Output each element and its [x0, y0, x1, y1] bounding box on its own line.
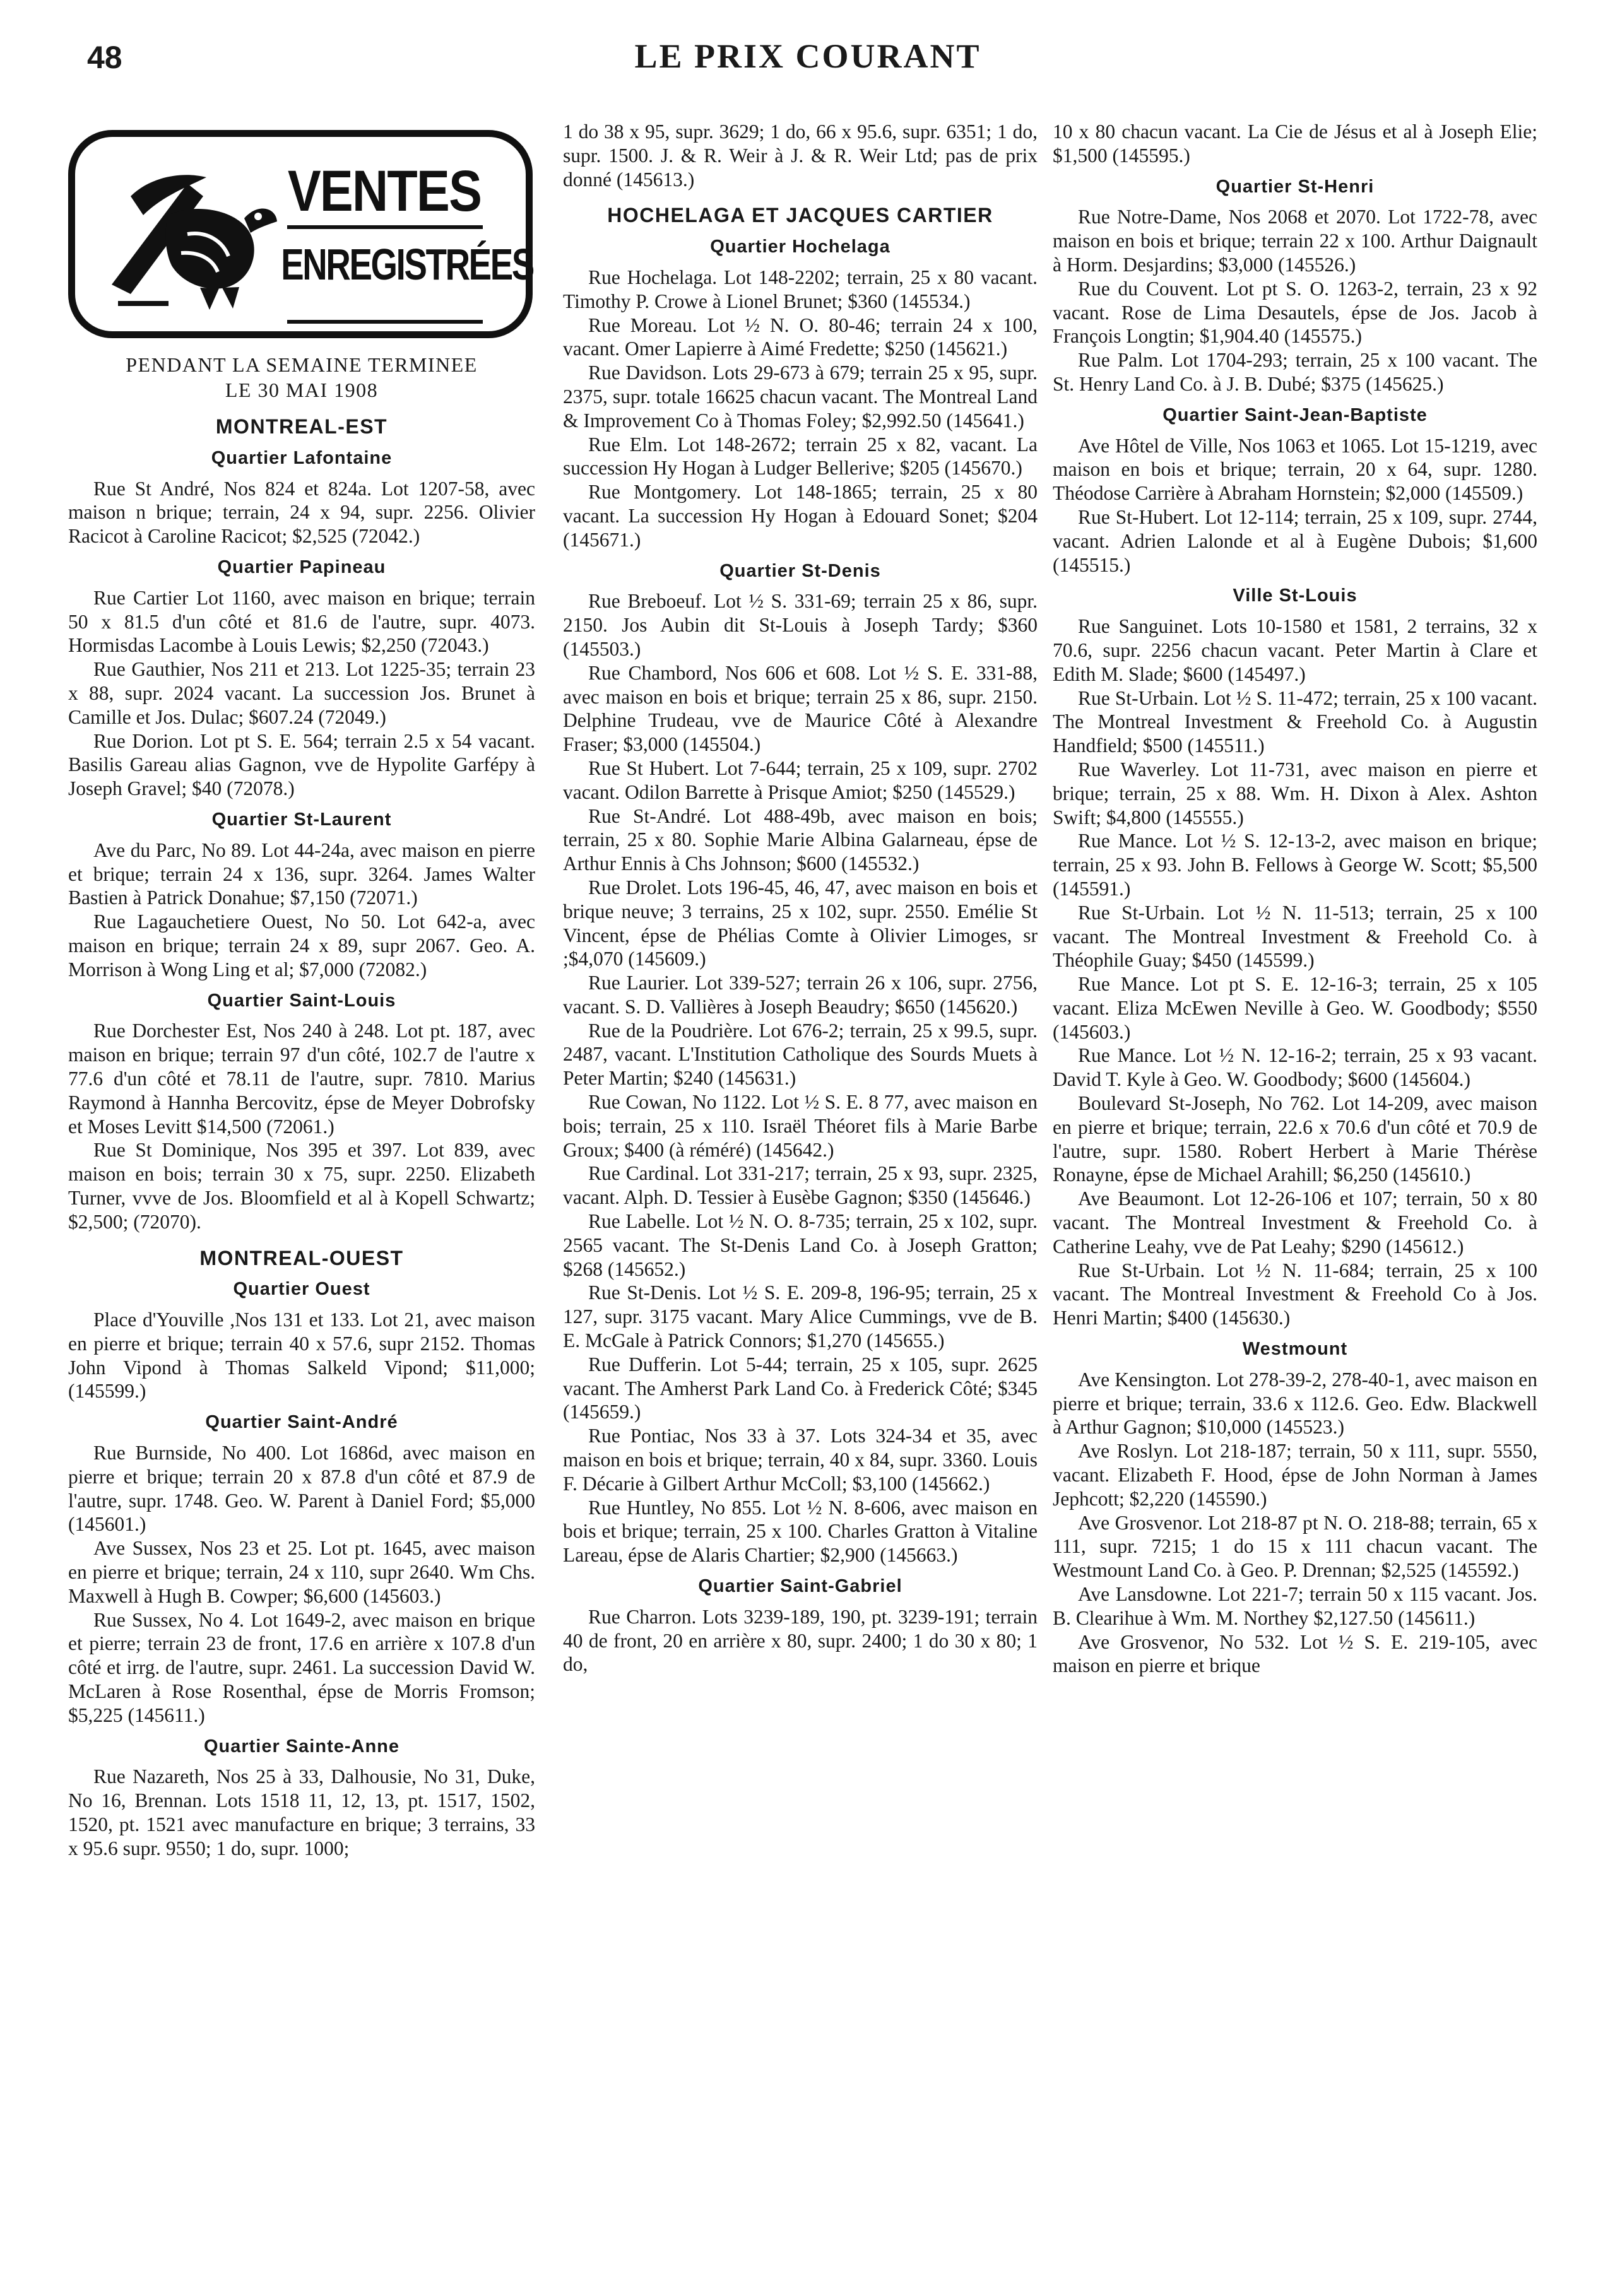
- column-2: [563, 120, 1038, 1676]
- ventes-enregistrees-logo: [68, 130, 533, 338]
- sale-entry: Rue Mance. Lot ½ S. 12-13-2, avec maison en brique; terrain, 25 x 93. John B. Fellows à George W. Scott; $5,500 (145591.): [1053, 830, 1537, 900]
- district-heading: HOCHELAGA ET JACQUES CARTIER: [607, 204, 993, 227]
- sale-entry: Rue Dorion. Lot pt S. E. 564; terrain 2.5 x 54 vacant. Basilis Gareau alias Gagnon, vve de Hypolite Garfépy à Joseph Gravel; $40 (72078.): [68, 729, 535, 800]
- sale-entry: Rue St-André. Lot 488-49b, avec maison en bois; terrain, 25 x 80. Sophie Marie Albina Galarneau, épse de Arthur Ennis à Chs Johnson; $600 (145532.): [563, 804, 1038, 875]
- sale-entry: Rue St André, Nos 824 et 824a. Lot 1207-58, avec maison n brique; terrain, 24 x 94, supr. 2256. Olivier Racicot à Caroline Racicot; $2,525 (72042.): [68, 477, 535, 548]
- logo-rule-bottom: [287, 320, 483, 324]
- quarter-heading: Quartier Saint-Jean-Baptiste: [1162, 404, 1428, 425]
- sale-entry: Ave Grosvenor. Lot 218-87 pt N. O. 218-88; terrain, 65 x 111, supr. 7215; 1 do 15 x 111 chacun vacant. The Westmount Land Co. à Geo. P. Drennan; $2,525 (145592.): [1053, 1511, 1537, 1582]
- sale-entry: Rue Burnside, No 400. Lot 1686d, avec maison en pierre et brique; terrain 20 x 87.8 d'un côté et 87.9 de l'autre, supr. 1748. Geo. W. Parent à Daniel Ford; $5,000 (145601.): [68, 1442, 535, 1536]
- sale-entry: Ave Sussex, Nos 23 et 25. Lot pt. 1645, avec maison en pierre et brique; terrain, 24 x 110, supr 2640. Wm Chs. Maxwell à Hugh B. Cowper; $6,600 (145603.): [68, 1537, 535, 1607]
- quarter-heading: Quartier St-Denis: [719, 560, 881, 581]
- sale-entry: Rue Sanguinet. Lots 10-1580 et 1581, 2 terrains, 32 x 70.6, supr. 2256 chacun vacant. Peter Martin à Clare et Edith M. Slade; $600 (145497.): [1053, 615, 1537, 685]
- sale-entry: Rue Sussex, No 4. Lot 1649-2, avec maison en brique et pierre; terrain 23 de front, 17.6 en arrière x 107.8 d'un côté et irrg. de l'autre, supr. 2461. La succession David W. McLaren à Rose Rosenthal, épse de Morris Fromson; $5,225 (145611.): [68, 1608, 535, 1726]
- sale-entry: Rue Chambord, Nos 606 et 608. Lot ½ S. E. 331-88, avec maison en bois et brique; terrain 25 x 86, supr. 2150. Delphine Trudeau, vve de Maurice Côté à Alexandre Fraser; $3,000 (145504.): [563, 661, 1038, 756]
- quarter-heading: Westmount: [1242, 1339, 1348, 1360]
- sale-entry: Ave Lansdowne. Lot 221-7; terrain 50 x 115 vacant. Jos. B. Clearihue à Wm. M. Northey $2,127.50 (145611.): [1053, 1583, 1537, 1629]
- sale-entry: Rue Gauthier, Nos 211 et 213. Lot 1225-35; terrain 23 x 88, supr. 2024 vacant. La succession Jos. Brunet à Camille et Jos. Dulac; $607.24 (72049.): [68, 658, 535, 728]
- quarter-heading: Quartier Ouest: [233, 1279, 370, 1300]
- quarter-heading: Quartier Papineau: [217, 556, 386, 577]
- column-3: [1053, 120, 1537, 1678]
- sale-entry: Rue Laurier. Lot 339-527; terrain 26 x 106, supr. 2756, vacant. S. D. Vallières à Joseph Beaudry; $650 (145620.): [563, 972, 1038, 1018]
- sale-entry: Ave Beaumont. Lot 12-26-106 et 107; terrain, 50 x 80 vacant. The Montreal Investment & Freehold Co. à Catherine Leahy, vve de Pat Leahy; $290 (145612.): [1053, 1187, 1537, 1257]
- sale-entry: Rue de la Poudrière. Lot 676-2; terrain, 25 x 99.5, supr. 2487, vacant. L'Institution Catholique des Sourds Muets à Peter Martin; $240 (145631.): [563, 1019, 1038, 1090]
- sale-entry: Rue Davidson. Lots 29-673 à 679; terrain 25 x 95, supr. 2375, supr. totale 16625 chacun vacant. The Montreal Land & Improvement Co à Thomas Foley; $2,992.50 (145641.): [563, 362, 1038, 432]
- sale-entry: Rue Huntley, No 855. Lot ½ N. 8-606, avec maison en bois et brique; terrain, 25 x 100. Charles Gratton à Vitaline Lareau, épse de Alaris Chartier; $2,900 (145663.): [563, 1496, 1038, 1567]
- sale-entry: Rue Elm. Lot 148-2672; terrain 25 x 82, vacant. La succession Hy Hogan à Ludger Bellerive; $205 (145670.): [563, 433, 1038, 480]
- sale-entry: Rue Charron. Lots 3239-189, 190, pt. 3239-191; terrain 40 de front, 20 en arrière x 80, supr. 2400; 1 do 30 x 80; 1 do,: [563, 1605, 1038, 1676]
- sale-entry: Rue Cardinal. Lot 331-217; terrain, 25 x 93, supr. 2325, vacant. Alph. D. Tessier à Eusèbe Gagnon; $350 (145646.): [563, 1162, 1038, 1209]
- sale-entry: Ave Roslyn. Lot 218-187; terrain, 50 x 111, supr. 5550, vacant. Elizabeth F. Hood, épse de John Norman à James Jephcott; $2,220 (145590.): [1053, 1440, 1537, 1510]
- sale-entry: Rue Montgomery. Lot 148-1865; terrain, 25 x 80 vacant. La succession Hy Hogan à Edouard Sonet; $204 (145671.): [563, 481, 1038, 551]
- sale-entry: Rue St-Denis. Lot ½ S. E. 209-8, 196-95; terrain, 25 x 127, supr. 3175 vacant. Mary Alice Cummings, vve de B. E. McGale à Patrick Connors; $1,270 (145655.): [563, 1281, 1038, 1352]
- sale-entry: Rue Waverley. Lot 11-731, avec maison en pierre et brique; terrain, 25 x 88. Wm. H. Dixon à Alex. Ashton Swift; $4,800 (145555.): [1053, 758, 1537, 828]
- sale-entry: Ave Grosvenor, No 532. Lot ½ S. E. 219-105, avec maison en pierre et brique: [1053, 1630, 1537, 1677]
- sale-entry: Rue Hochelaga. Lot 148-2202; terrain, 25 x 80 vacant. Timothy P. Crowe à Lionel Brunet; $360 (145534.): [563, 266, 1038, 312]
- quarter-heading: Quartier St-Henri: [1216, 176, 1375, 197]
- column-2-entries: [563, 120, 1038, 1676]
- quarter-heading: Quartier Saint-Gabriel: [698, 1576, 902, 1597]
- sale-entry: Rue Pontiac, Nos 33 à 37. Lots 324-34 et 35, avec maison en bois et brique; terrain, 40 x 84, supr. 3360. Louis F. Décarie à Gilbert Arthur McColl; $3,100 (145662.): [563, 1425, 1038, 1495]
- week-line-2: LE 30 MAI 1908: [225, 379, 379, 401]
- district-heading: MONTREAL-EST: [215, 415, 388, 438]
- sale-entry: Rue Mance. Lot pt S. E. 12-16-3; terrain, 25 x 105 vacant. Eliza McEwen Neville à Geo. W. Goodbody; $550 (145603.): [1053, 973, 1537, 1043]
- sale-entry: Rue St Dominique, Nos 395 et 397. Lot 839, avec maison en bois; terrain 30 x 75, supr. 2250. Elizabeth Turner, vvve de Jos. Bloomfield et al à Kopell Schwartz; $2,500; (72070).: [68, 1139, 535, 1233]
- quarter-heading: Quartier St-Laurent: [211, 809, 392, 830]
- quarter-heading: Quartier Sainte-Anne: [203, 1736, 400, 1757]
- sale-entry: Rue St Hubert. Lot 7-644; terrain, 25 x 109, supr. 2702 vacant. Odilon Barrette à Prisque Amiot; $250 (145529.): [563, 757, 1038, 803]
- sale-entry: Rue Palm. Lot 1704-293; terrain, 25 x 100 vacant. The St. Henry Land Co. à J. B. Dubé; $375 (145625.): [1053, 349, 1537, 395]
- running-head: LE PRIX COURANT: [634, 37, 981, 75]
- page-number: 48: [87, 40, 122, 75]
- sale-entry: Rue Breboeuf. Lot ½ S. 331-69; terrain 25 x 86, supr. 2150. Jos Aubin dit St-Louis à Joseph Tardy; $360 (145503.): [563, 590, 1038, 660]
- sale-entry: Rue Drolet. Lots 196-45, 46, 47, avec maison en bois et brique neuve; 3 terrains, 25 x 102, supr. 2550. Emélie St Vincent, épse de Phélias Comte à Olivier Limoges, sr ;$4,070 (145609.): [563, 876, 1038, 970]
- logo-rule-top: [287, 225, 483, 229]
- sale-entry: Boulevard St-Joseph, No 762. Lot 14-209, avec maison en pierre et brique; terrain, 22.6 x 70.6 d'un côté et 70.9 de l'autre, supr. 1580. Robert Herbert à Marie Thérèse Ronayne, épse de Michael Arahill; $6,250 (145610.): [1053, 1092, 1537, 1186]
- sale-entry: Rue Nazareth, Nos 25 à 33, Dalhousie, No 31, Duke, No 16, Brennan. Lots 1518 11, 12, 13, pt. 1517, 1502, 1520, pt. 1521 avec manufacture en brique; 3 terrains, 33 x 95.6 supr. 9550; 1 do, supr. 1000;: [68, 1765, 535, 1859]
- column-1: [68, 120, 535, 1861]
- sale-entry: Rue St-Urbain. Lot ½ S. 11-472; terrain, 25 x 100 vacant. The Montreal Investment & Freehold Co. à Augustin Handfield; $500 (145511.): [1053, 686, 1537, 757]
- sale-entry: Ave Hôtel de Ville, Nos 1063 et 1065. Lot 15-1219, avec maison en bois et brique; terrain, 20 x 64, supr. 1280. Théodose Carrière à Abraham Hornstein; $2,000 (145509.): [1053, 434, 1537, 505]
- sale-entry: Rue Dufferin. Lot 5-44; terrain, 25 x 105, supr. 2625 vacant. The Amherst Park Land Co. à Frederick Côté; $345 (145659.): [563, 1353, 1038, 1423]
- sale-entry: Rue Notre-Dame, Nos 2068 et 2070. Lot 1722-78, avec maison en bois et brique; terrain 22 x 100. Arthur Daignault à Horm. Desjardins; $3,000 (145526.): [1053, 206, 1537, 276]
- quarter-heading: Quartier Saint-André: [205, 1412, 398, 1433]
- sale-entry-continued: 1 do 38 x 95, supr. 3629; 1 do, 66 x 95.6, supr. 6351; 1 do, supr. 1500. J. & R. Weir à J. & R. Weir Ltd; pas de prix donné (145613.): [563, 121, 1038, 191]
- logo-line-ventes: VENTES: [287, 159, 482, 223]
- district-heading: MONTREAL-OUEST: [199, 1246, 404, 1269]
- sale-entry: Rue Moreau. Lot ½ N. O. 80-46; terrain 24 x 100, vacant. Omer Lapierre à Aimé Fredette; $250 (145621.): [563, 314, 1038, 360]
- sale-entry: Rue Lagauchetiere Ouest, No 50. Lot 642-a, avec maison en brique; terrain 24 x 89, supr 2067. Geo. A. Morrison à Wong Ling et al; $7,000 (72082.): [68, 910, 535, 980]
- quarter-heading: Quartier Hochelaga: [710, 237, 890, 257]
- quarter-heading: Quartier Lafontaine: [211, 447, 393, 468]
- sale-entry: Ave du Parc, No 89. Lot 44-24a, avec maison en pierre et brique; terrain 24 x 136, supr. 3264. James Walter Bastien à Patrick Donahue; $7,150 (72071.): [68, 839, 535, 909]
- column-3-entries: [1053, 120, 1537, 1678]
- sale-entry: Rue du Couvent. Lot pt S. O. 1263-2, terrain, 23 x 92 vacant. Rose de Lima Desautels, épse de Jos. Jacob à François Longtin; $1,904.40 (145575.): [1053, 277, 1537, 348]
- sale-entry: Rue St-Urbain. Lot ½ N. 11-684; terrain, 25 x 100 vacant. The Montreal Investment & Freehold Co à Jos. Henri Martin; $400 (145630.): [1053, 1259, 1537, 1329]
- sale-entry: Rue Cowan, No 1122. Lot ½ S. E. 8 77, avec maison en bois; terrain, 25 x 110. Israël Théoret fils à Marie Barbe Groux; $400 (à réméré) (145642.): [563, 1091, 1038, 1161]
- sale-entry: Place d'Youville ,Nos 131 et 133. Lot 21, avec maison en pierre et brique; terrain 40 x 57.6, supr 2152. Thomas John Vipond à Thomas Salkeld Vipond; $11,000; (145599.): [68, 1309, 535, 1403]
- sale-entry: Rue Cartier Lot 1160, avec maison en brique; terrain 50 x 81.5 d'un côté et 81.6 de l'autre, supr. 4073. Hormisdas Lacombe à Louis Lewis; $2,250 (72043.): [68, 586, 535, 657]
- sale-entry: Rue Mance. Lot ½ N. 12-16-2; terrain, 25 x 93 vacant. David T. Kyle à Geo. W. Goodbody; $600 (145604.): [1053, 1044, 1537, 1091]
- quarter-heading: Ville St-Louis: [1233, 586, 1358, 606]
- quarter-heading: Quartier Saint-Louis: [207, 990, 396, 1011]
- sale-entry: Rue St-Urbain. Lot ½ N. 11-513; terrain, 25 x 100 vacant. The Montreal Investment & Freehold Co. à Théophile Guay; $450 (145599.): [1053, 901, 1537, 972]
- week-line-1: PENDANT LA SEMAINE TERMINEE: [126, 353, 478, 376]
- sale-entry-continued: 10 x 80 chacun vacant. La Cie de Jésus et al à Joseph Elie; $1,500 (145595.): [1053, 121, 1537, 167]
- logo-line-enregistrees: ENREGISTRÉES: [281, 240, 533, 289]
- column-1-entries: [68, 415, 535, 1861]
- sale-entry: Rue Labelle. Lot ½ N. O. 8-735; terrain, 25 x 102, supr. 2565 vacant. The St-Denis Land Co. à Joseph Gratton; $268 (145652.): [563, 1210, 1038, 1280]
- sale-entry: Rue Dorchester Est, Nos 240 à 248. Lot pt. 187, avec maison en brique; terrain 97 d'un côté, 102.7 de l'autre x 77.6 d'un côté et 78.11 de l'autre, supr. 7810. Marius Raymond à Hannha Bercovitz, épse de Meyer Dobrofsky et Moses Levitt $14,500 (72061.): [68, 1020, 535, 1138]
- sale-entry: Rue St-Hubert. Lot 12-114; terrain, 25 x 109, supr. 2744, vacant. Adrien Lalonde et al à Eugène Dubois; $1,600 (145515.): [1053, 505, 1537, 576]
- sale-entry: Ave Kensington. Lot 278-39-2, 278-40-1, avec maison en pierre et brique; terrain, 33.6 x 112.6. Geo. Edw. Blackwell à Arthur Gagnon; $10,000 (145523.): [1053, 1368, 1537, 1439]
